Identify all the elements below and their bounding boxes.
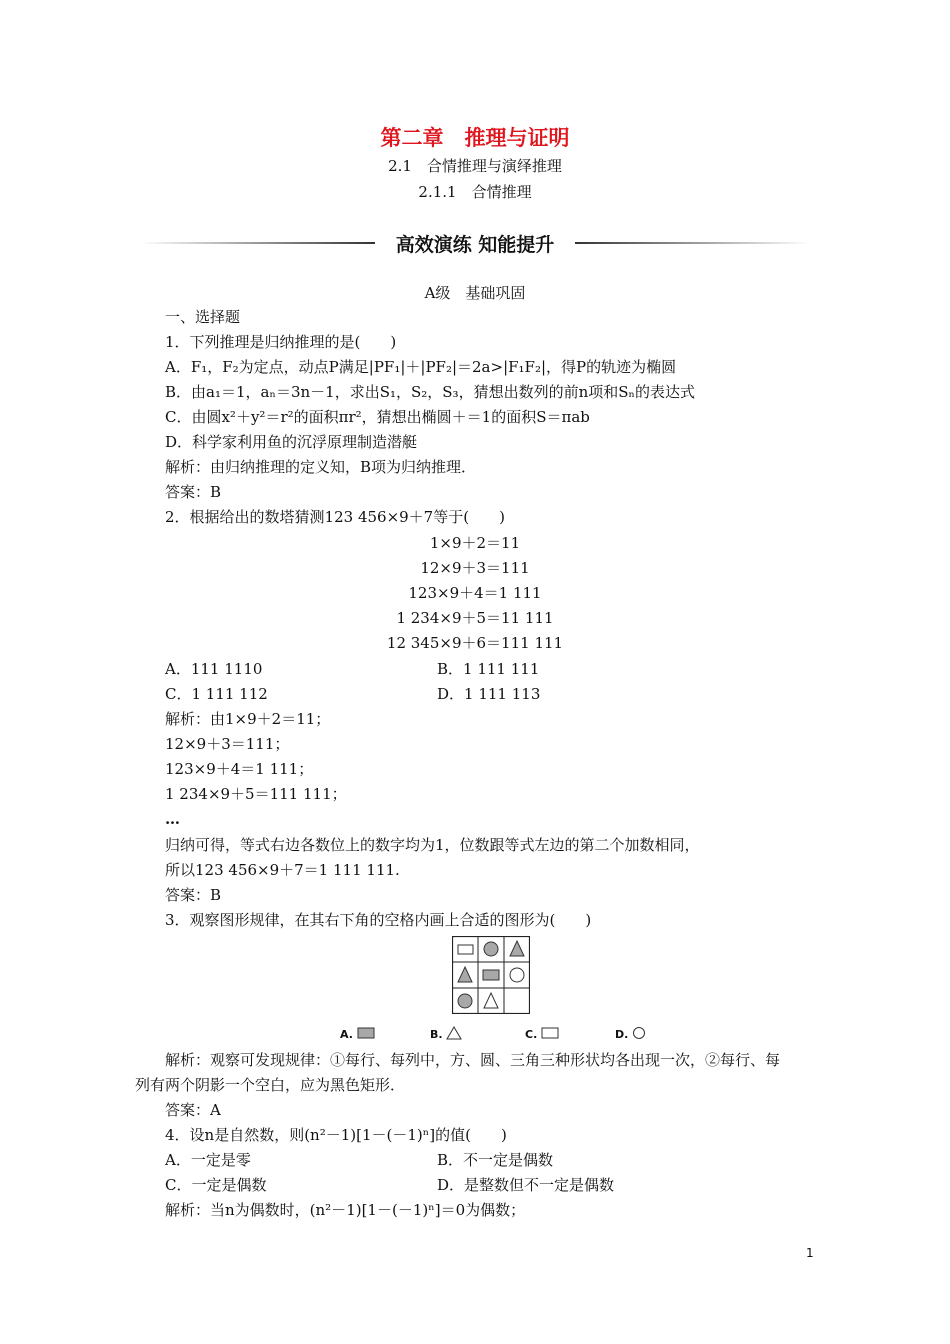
shaded-circle-icon [458, 994, 472, 1008]
q2-option-d: D．1 111 113 [437, 685, 541, 703]
subsection-title: 2.1.1 合情推理 [418, 183, 532, 201]
q2-answer: 答案：B [165, 886, 222, 904]
empty-rectangle-icon [541, 1027, 559, 1039]
shaded-rectangle-icon [357, 1027, 375, 1039]
q3-stem: 3．观察图形规律，在其右下角的空格内画上合适的图形为( ) [165, 911, 592, 929]
empty-circle-icon [632, 1026, 646, 1040]
q2-analysis-ellipsis: … [165, 810, 180, 828]
q3-option-d [615, 1026, 646, 1044]
q3-option-c [525, 1026, 559, 1044]
q1-option-d: D．科学家利用鱼的沉浮原理制造潜艇 [165, 433, 418, 451]
q1-option-c: C．由圆x²＋y²＝r²的面积πr²，猜想出椭圆＋＝1的面积S＝πab [165, 408, 590, 426]
q4-analysis: 解析：当n为偶数时，(n²－1)[1－(－1)ⁿ]＝0为偶数； [165, 1201, 526, 1219]
shaded-triangle-icon [458, 967, 472, 982]
q2-induction: 归纳可得，等式右边各数位上的数字均为1，位数跟等式左边的第二个加数相同， [165, 836, 700, 854]
q4-option-b: B．不一定是偶数 [437, 1151, 554, 1169]
q2-analysis-line: 解析：由1×9＋2＝11； [165, 710, 331, 728]
tower-line: 1 234×9＋5＝11 111 [396, 609, 554, 627]
q4-option-d: D．是整数但不一定是偶数 [437, 1176, 615, 1194]
empty-rectangle-icon [458, 945, 473, 954]
q2-stem: 2．根据给出的数塔猜测123 456×9＋7等于( ) [165, 508, 505, 526]
q2-option-c: C．1 111 112 [165, 685, 268, 703]
q1-option-b: B．由a₁＝1，aₙ＝3n－1，求出S₁，S₂，S₃，猜想出数列的前n项和Sₙ的表达式 [165, 383, 695, 401]
q3-option-a-label: A. [340, 1028, 353, 1041]
q1-answer: 答案：B [165, 483, 222, 501]
tower-line: 12×9＋3＝111 [420, 559, 530, 577]
q3-analysis: 解析：观察可发现规律：①每行、每列中，方、圆、三角三种形状均各出现一次，②每行、每 [165, 1051, 781, 1069]
q3-option-d-label: D. [615, 1028, 629, 1041]
q4-option-a: A．一定是零 [165, 1151, 251, 1169]
banner [140, 230, 810, 256]
q2-induction-result: 所以123 456×9＋7＝1 111 111. [165, 861, 400, 879]
shaded-triangle-icon [510, 941, 524, 956]
q2-analysis-line: 123×9＋4＝1 111； [165, 760, 314, 778]
q3-analysis-cont: 列有两个阴影一个空白，应为黑色矩形． [135, 1076, 406, 1094]
shaded-rectangle-icon [483, 970, 499, 980]
part-heading: 一、选择题 [165, 308, 241, 326]
q3-option-c-label: C. [525, 1028, 538, 1041]
page-number: 1 [806, 1246, 814, 1260]
q2-option-b: B．1 111 111 [437, 660, 540, 678]
q3-answer: 答案：A [165, 1101, 221, 1119]
q1-analysis: 解析：由归纳推理的定义知，B项为归纳推理． [165, 458, 477, 476]
empty-triangle-icon [484, 993, 498, 1008]
q3-option-b [430, 1026, 462, 1044]
shape-pattern-grid [452, 936, 530, 1014]
q1-option-a: A．F₁，F₂为定点，动点P满足|PF₁|＋|PF₂|＝2a>|F₁F₂|，得P的轨迹为椭圆 [165, 358, 677, 376]
empty-circle-icon [510, 968, 524, 982]
q3-option-a [340, 1026, 375, 1044]
tower-line: 123×9＋4＝1 111 [408, 584, 542, 602]
tower-line: 12 345×9＋6＝111 111 [386, 634, 564, 652]
chapter-title: 第二章 推理与证明 [380, 126, 570, 150]
q2-option-a: A．111 1110 [165, 660, 263, 678]
q2-analysis-line: 12×9＋3＝111； [165, 735, 290, 753]
section-title: 2.1 合情推理与演绎推理 [388, 157, 562, 175]
shaded-circle-icon [484, 942, 498, 956]
empty-triangle-icon [446, 1026, 462, 1040]
q3-option-b-label: B. [430, 1028, 443, 1041]
tower-line: 1×9＋2＝11 [429, 534, 521, 552]
level-heading: A级 基础巩固 [424, 284, 526, 302]
q4-stem: 4．设n是自然数，则(n²－1)[1－(－1)ⁿ]的值( ) [165, 1126, 507, 1144]
q4-option-c: C．一定是偶数 [165, 1176, 267, 1194]
q1-stem: 1．下列推理是归纳推理的是( ) [165, 333, 397, 351]
banner-text: 高效演练 知能提升 [395, 234, 555, 256]
q2-analysis-line: 1 234×9＋5＝111 111； [165, 785, 347, 803]
